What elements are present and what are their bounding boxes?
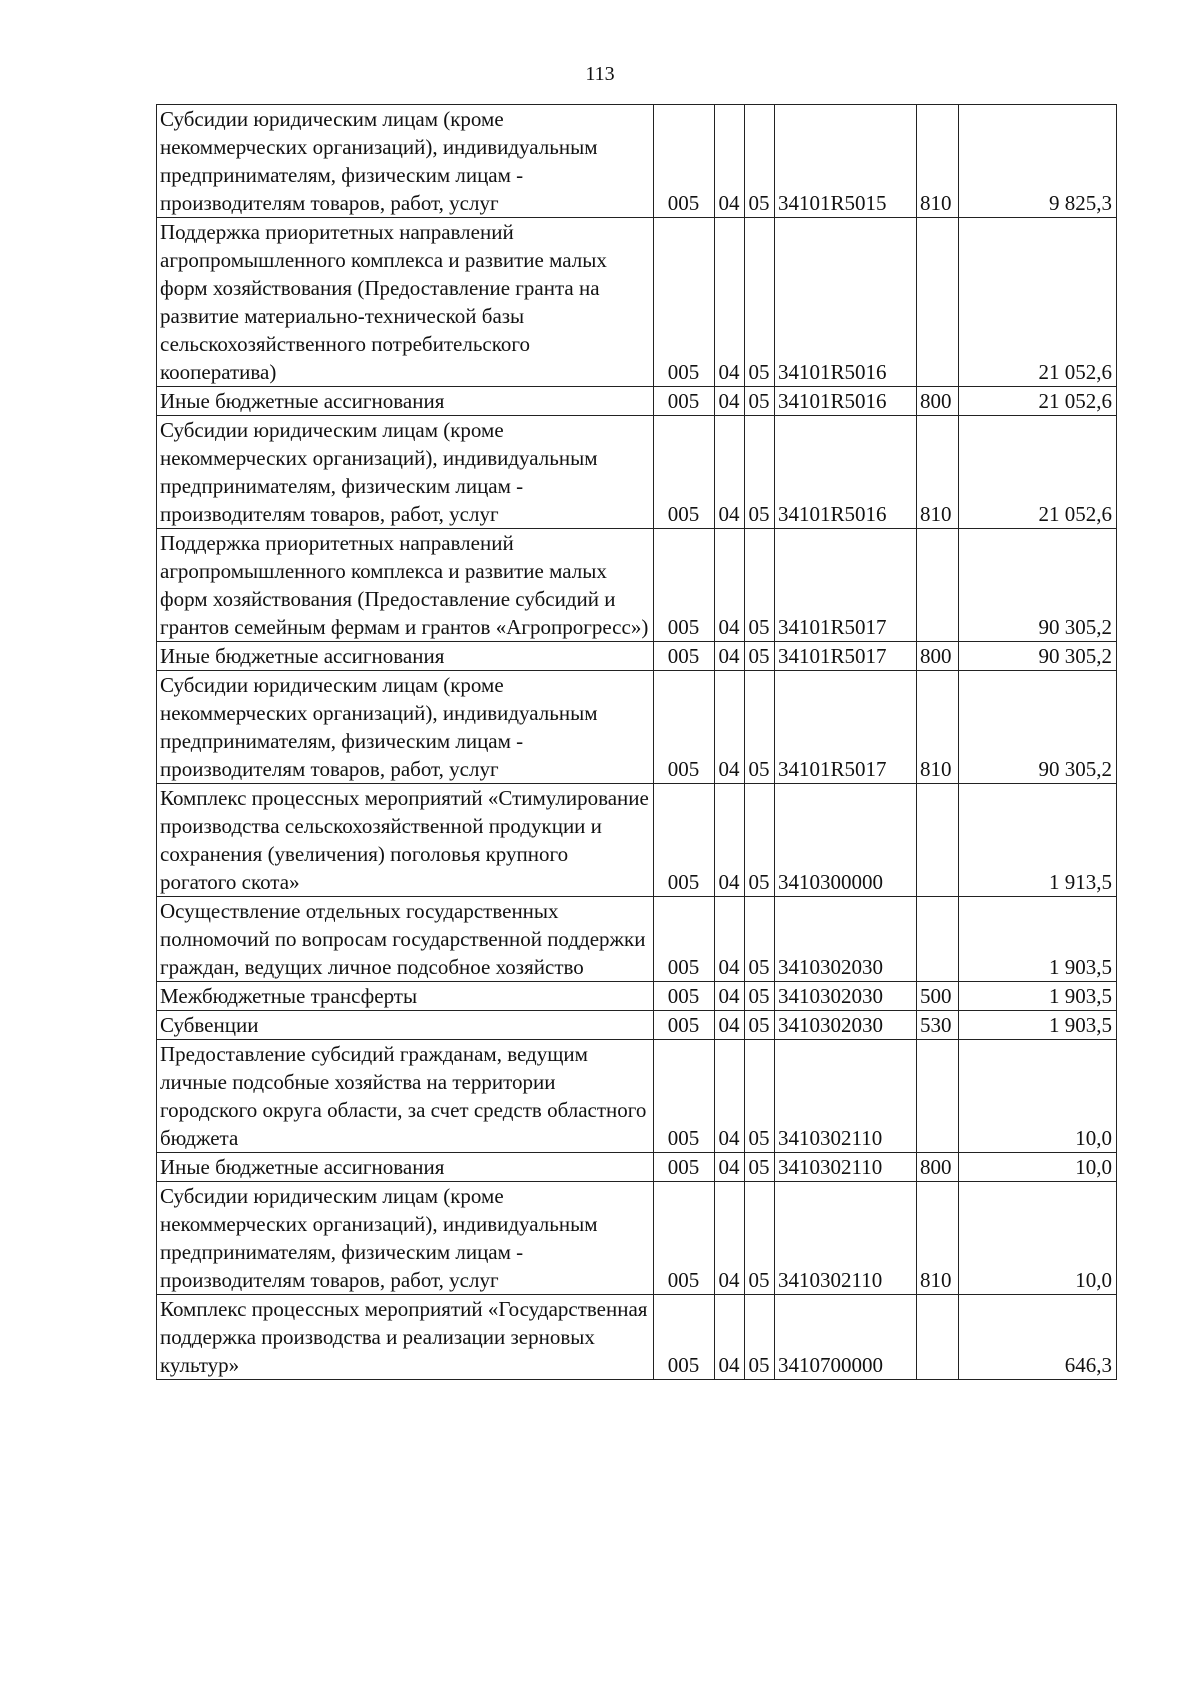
amount-cell: 90 305,2: [959, 671, 1117, 784]
section-code-cell: 04: [715, 1295, 745, 1380]
target-article-cell: 3410302030: [775, 982, 917, 1011]
table-row: [157, 416, 1117, 529]
subsection-code-cell: 05: [745, 105, 775, 218]
subsection-code-cell: 05: [745, 671, 775, 784]
grbs-code-cell: 005: [654, 387, 715, 416]
row-name-cell: Предоставление субсидий гражданам, ведущим личные подсобные хозяйства на территории городского округа области, за счет средств областного бюджета: [157, 1040, 654, 1153]
table-row: [157, 1011, 1117, 1040]
grbs-code-cell: 005: [654, 1011, 715, 1040]
target-article-cell: 3410302110: [775, 1153, 917, 1182]
expense-type-cell: [917, 897, 959, 982]
budget-table: [156, 104, 1117, 1380]
subsection-code-cell: 05: [745, 387, 775, 416]
expense-type-cell: [917, 218, 959, 387]
target-article-cell: 3410302030: [775, 1011, 917, 1040]
section-code-cell: 04: [715, 1040, 745, 1153]
row-name-cell: Комплекс процессных мероприятий «Стимулирование производства сельскохозяйственной продукции и сохранения (увеличения) поголовья крупного рогатого скота»: [157, 784, 654, 897]
section-code-cell: 04: [715, 1182, 745, 1295]
grbs-code-cell: 005: [654, 105, 715, 218]
target-article-cell: 3410700000: [775, 1295, 917, 1380]
section-code-cell: 04: [715, 642, 745, 671]
section-code-cell: 04: [715, 416, 745, 529]
section-code-cell: 04: [715, 105, 745, 218]
table-row: [157, 784, 1117, 897]
table-row: [157, 1040, 1117, 1153]
target-article-cell: 3410300000: [775, 784, 917, 897]
table-row: [157, 671, 1117, 784]
page-number: 113: [585, 63, 615, 85]
target-article-cell: 34101R5017: [775, 529, 917, 642]
expense-type-cell: 810: [917, 105, 959, 218]
grbs-code-cell: 005: [654, 897, 715, 982]
target-article-cell: 34101R5015: [775, 105, 917, 218]
target-article-cell: 3410302110: [775, 1182, 917, 1295]
subsection-code-cell: 05: [745, 642, 775, 671]
amount-cell: 1 903,5: [959, 1011, 1117, 1040]
row-name-cell: Межбюджетные трансферты: [157, 982, 654, 1011]
row-name-cell: Поддержка приоритетных направлений агропромышленного комплекса и развитие малых форм хозяйствования (Предоставление гранта на развитие материально-технической базы сельскохозяйственного потребительского кооператива): [157, 218, 654, 387]
target-article-cell: 34101R5017: [775, 671, 917, 784]
row-name-cell: Субвенции: [157, 1011, 654, 1040]
subsection-code-cell: 05: [745, 784, 775, 897]
amount-cell: 21 052,6: [959, 387, 1117, 416]
table-row: [157, 897, 1117, 982]
row-name-cell: Поддержка приоритетных направлений агропромышленного комплекса и развитие малых форм хозяйствования (Предоставление субсидий и грантов семейным фермам и грантов «Агропрогресс»): [157, 529, 654, 642]
section-code-cell: 04: [715, 218, 745, 387]
expense-type-cell: [917, 1040, 959, 1153]
target-article-cell: 34101R5017: [775, 642, 917, 671]
table-row: [157, 387, 1117, 416]
amount-cell: 1 913,5: [959, 784, 1117, 897]
row-name-cell: Осуществление отдельных государственных полномочий по вопросам государственной поддержки граждан, ведущих личное подсобное хозяйство: [157, 897, 654, 982]
section-code-cell: 04: [715, 671, 745, 784]
subsection-code-cell: 05: [745, 1182, 775, 1295]
section-code-cell: 04: [715, 387, 745, 416]
table-body: [157, 105, 1117, 1380]
subsection-code-cell: 05: [745, 1153, 775, 1182]
row-name-cell: Субсидии юридическим лицам (кроме некоммерческих организаций), индивидуальным предпринимателям, физическим лицам - производителям товаров, работ, услуг: [157, 671, 654, 784]
table-row: [157, 1153, 1117, 1182]
table-row: [157, 218, 1117, 387]
table-row: [157, 1295, 1117, 1380]
grbs-code-cell: 005: [654, 982, 715, 1011]
amount-cell: 10,0: [959, 1040, 1117, 1153]
row-name-cell: Иные бюджетные ассигнования: [157, 387, 654, 416]
table-row: [157, 529, 1117, 642]
amount-cell: 646,3: [959, 1295, 1117, 1380]
grbs-code-cell: 005: [654, 671, 715, 784]
amount-cell: 1 903,5: [959, 897, 1117, 982]
expense-type-cell: 800: [917, 387, 959, 416]
grbs-code-cell: 005: [654, 1182, 715, 1295]
amount-cell: 90 305,2: [959, 642, 1117, 671]
amount-cell: 9 825,3: [959, 105, 1117, 218]
table-row: [157, 982, 1117, 1011]
target-article-cell: 3410302110: [775, 1040, 917, 1153]
grbs-code-cell: 005: [654, 1040, 715, 1153]
section-code-cell: 04: [715, 897, 745, 982]
target-article-cell: 34101R5016: [775, 218, 917, 387]
grbs-code-cell: 005: [654, 1153, 715, 1182]
expense-type-cell: 800: [917, 642, 959, 671]
expense-type-cell: [917, 784, 959, 897]
amount-cell: 10,0: [959, 1182, 1117, 1295]
subsection-code-cell: 05: [745, 1295, 775, 1380]
amount-cell: 21 052,6: [959, 416, 1117, 529]
grbs-code-cell: 005: [654, 416, 715, 529]
subsection-code-cell: 05: [745, 1011, 775, 1040]
row-name-cell: Субсидии юридическим лицам (кроме некоммерческих организаций), индивидуальным предпринимателям, физическим лицам - производителям товаров, работ, услуг: [157, 416, 654, 529]
row-name-cell: Иные бюджетные ассигнования: [157, 1153, 654, 1182]
table-row: [157, 1182, 1117, 1295]
subsection-code-cell: 05: [745, 529, 775, 642]
subsection-code-cell: 05: [745, 982, 775, 1011]
section-code-cell: 04: [715, 982, 745, 1011]
subsection-code-cell: 05: [745, 897, 775, 982]
expense-type-cell: 800: [917, 1153, 959, 1182]
row-name-cell: Иные бюджетные ассигнования: [157, 642, 654, 671]
section-code-cell: 04: [715, 529, 745, 642]
amount-cell: 90 305,2: [959, 529, 1117, 642]
grbs-code-cell: 005: [654, 1295, 715, 1380]
row-name-cell: Субсидии юридическим лицам (кроме некоммерческих организаций), индивидуальным предпринимателям, физическим лицам - производителям товаров, работ, услуг: [157, 1182, 654, 1295]
expense-type-cell: 810: [917, 671, 959, 784]
table-row: [157, 642, 1117, 671]
target-article-cell: 34101R5016: [775, 416, 917, 529]
subsection-code-cell: 05: [745, 1040, 775, 1153]
amount-cell: 21 052,6: [959, 218, 1117, 387]
expense-type-cell: 500: [917, 982, 959, 1011]
expense-type-cell: 810: [917, 1182, 959, 1295]
section-code-cell: 04: [715, 784, 745, 897]
grbs-code-cell: 005: [654, 784, 715, 897]
subsection-code-cell: 05: [745, 218, 775, 387]
grbs-code-cell: 005: [654, 529, 715, 642]
amount-cell: 1 903,5: [959, 982, 1117, 1011]
section-code-cell: 04: [715, 1153, 745, 1182]
target-article-cell: 34101R5016: [775, 387, 917, 416]
expense-type-cell: [917, 529, 959, 642]
grbs-code-cell: 005: [654, 642, 715, 671]
expense-type-cell: [917, 1295, 959, 1380]
amount-cell: 10,0: [959, 1153, 1117, 1182]
section-code-cell: 04: [715, 1011, 745, 1040]
row-name-cell: Комплекс процессных мероприятий «Государственная поддержка производства и реализации зерновых культур»: [157, 1295, 654, 1380]
row-name-cell: Субсидии юридическим лицам (кроме некоммерческих организаций), индивидуальным предпринимателям, физическим лицам - производителям товаров, работ, услуг: [157, 105, 654, 218]
expense-type-cell: 810: [917, 416, 959, 529]
expense-type-cell: 530: [917, 1011, 959, 1040]
table-row: [157, 105, 1117, 218]
subsection-code-cell: 05: [745, 416, 775, 529]
grbs-code-cell: 005: [654, 218, 715, 387]
target-article-cell: 3410302030: [775, 897, 917, 982]
